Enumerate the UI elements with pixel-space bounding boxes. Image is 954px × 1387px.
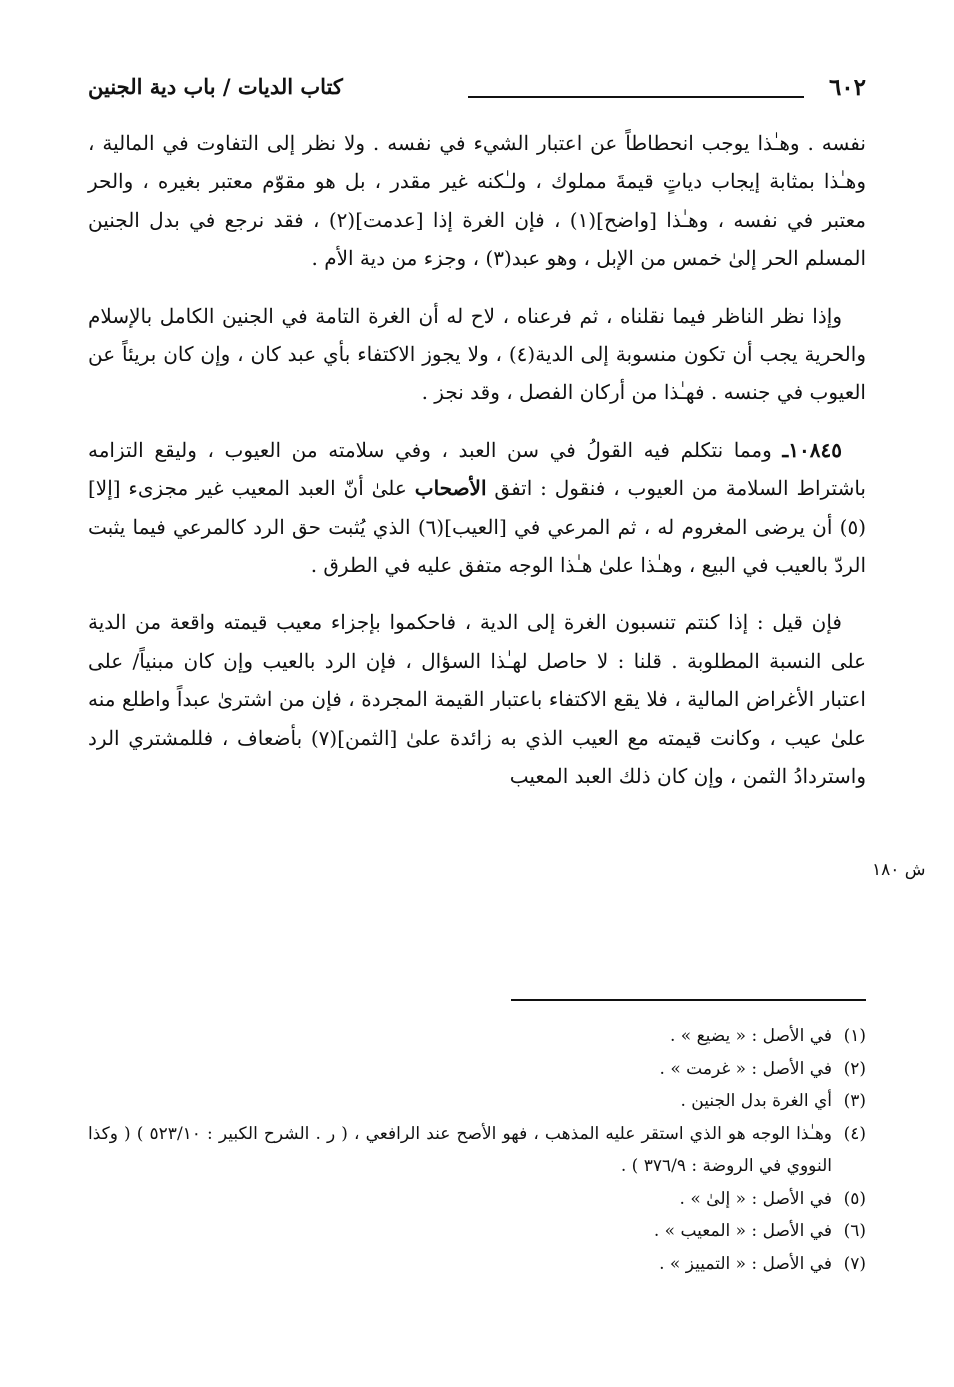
footnote-text: وهـٰذا الوجه هو الذي استقر عليه المذهب ، فهو الأصح عند الرافعي ، ( ر . الشرح الكبير : ٥٢٣/١٠ ) ( وكذا النووي في الروضة : ٣٧٦/٩ ) . xyxy=(88,1123,832,1176)
footnote xyxy=(88,1215,866,1248)
bold-term: الأصحاب xyxy=(414,476,487,501)
footnote-separator xyxy=(511,999,866,1001)
footnote-text: في الأصل : « المعيب » . xyxy=(653,1221,832,1241)
footnote xyxy=(88,1085,866,1118)
footnote-text: في الأصل : « التمييز » . xyxy=(659,1253,832,1274)
paragraph-text: ومما نتكلم فيه القولُ في سن العبد ، وفي سلامته من العيوب ، وليقع التزامه باشتراط السلامة من العيوب ، فنقول : اتفق xyxy=(88,437,866,501)
running-header xyxy=(88,68,866,112)
paragraph: نفسه . وهـٰذا يوجب انحطاطاً عن اعتبار الشيء في نفسه . ولا نظر إلى التفاوت في المالية ، وهـٰذا بمثابة إيجاب دياتٍ قيمةَ مملوك ، ولـٰكنه غير مقدر ، بل هو مقوّم معتبر بغيره ، والحر معتبر في نفسه ، وهـٰذا [واضح](١) ، فإن الغرة إذا [عدمت](٢) ، فقد نرجع في بدل الجنين المسلم الحر إلىٰ خمس من الإبل ، وهو عبد(٣) ، وجزء من دية الأم . xyxy=(88,131,866,271)
footnote-text: في الأصل : « يضيع » . xyxy=(669,1026,832,1046)
paragraph-text: علىٰ أنّ العبد المعيب غير مجزىء [إلا](٥) أن يرضى المغروم له ، ثم المرعي في [العيب](٦) الذي يُثبت حق الرد كالمرعي فيما يثبت الردّ بالعيب في البيع ، وهـٰذا علىٰ هـٰذا الوجه متفق عليه في الطرق . xyxy=(88,476,866,578)
leaf-reference: ش ١٨٠ xyxy=(872,860,926,880)
footnote xyxy=(88,1020,866,1053)
footnote xyxy=(88,1118,866,1183)
footnote-number: (١) xyxy=(843,1026,866,1046)
numbered-paragraph xyxy=(88,431,866,585)
section-number: ١٠٨٤٥ـ xyxy=(782,437,842,462)
footnote-text: في الأصل : « إلىٰ » . xyxy=(679,1188,832,1209)
footnote-text: أي الغرة بدل الجنين . xyxy=(680,1091,832,1111)
footnote-text: في الأصل : « غرمت » . xyxy=(659,1058,832,1079)
footnote-number: (٧) xyxy=(843,1253,866,1274)
footnote-number: (٤) xyxy=(843,1123,866,1144)
paragraph: فإن قيل : إذا كنتم تنسبون الغرة إلى الدية ، فاحكموا بإجزاء معيب قيمته واقعة من الدية على النسبة المطلوبة . قلنا : لا حاصل لهـٰذا السؤال ، فإن الرد بالعيب وإن كان مبنياً/ على اعتبار الأغراض المالية ، فلا يقع الاكتفاء باعتبار القيمة المجردة ، فإن من اشترىٰ عبداً واطلع منه علىٰ عيب ، وكانت قيمته مع العيب الذي به زائدة علىٰ [الثمن](٧) بأضعاف ، فللمشتري الرد واستردادُ الثمن ، وإن كان ذلك العبد المعيب xyxy=(88,610,866,789)
main-text xyxy=(88,124,866,815)
paragraph: وإذا نظر الناظر فيما نقلناه ، ثم فرعناه ، لاح له أن الغرة التامة في الجنين الكامل بالإسلام والحرية يجب أن تكون منسوبة إلى الدية(٤) ، ولا يجوز الاكتفاء بأي عبد كان ، وإن كان بريئاً عن العيوب في جنسه . فهـٰذا من أركان الفصل ، وقد نجز . xyxy=(88,303,866,405)
footnotes xyxy=(88,1020,866,1280)
footnote-number: (٣) xyxy=(843,1091,866,1111)
footnote-number: (٥) xyxy=(843,1188,866,1209)
header-rule xyxy=(468,96,804,98)
footnote xyxy=(88,1053,866,1086)
footnote-number: (٢) xyxy=(843,1058,866,1079)
footnote-number: (٦) xyxy=(843,1221,866,1241)
footnote xyxy=(88,1248,866,1281)
page-number: ٦٠٢ xyxy=(828,74,866,101)
chapter-title: كتاب الديات / باب دية الجنين xyxy=(88,74,343,99)
footnote xyxy=(88,1183,866,1216)
